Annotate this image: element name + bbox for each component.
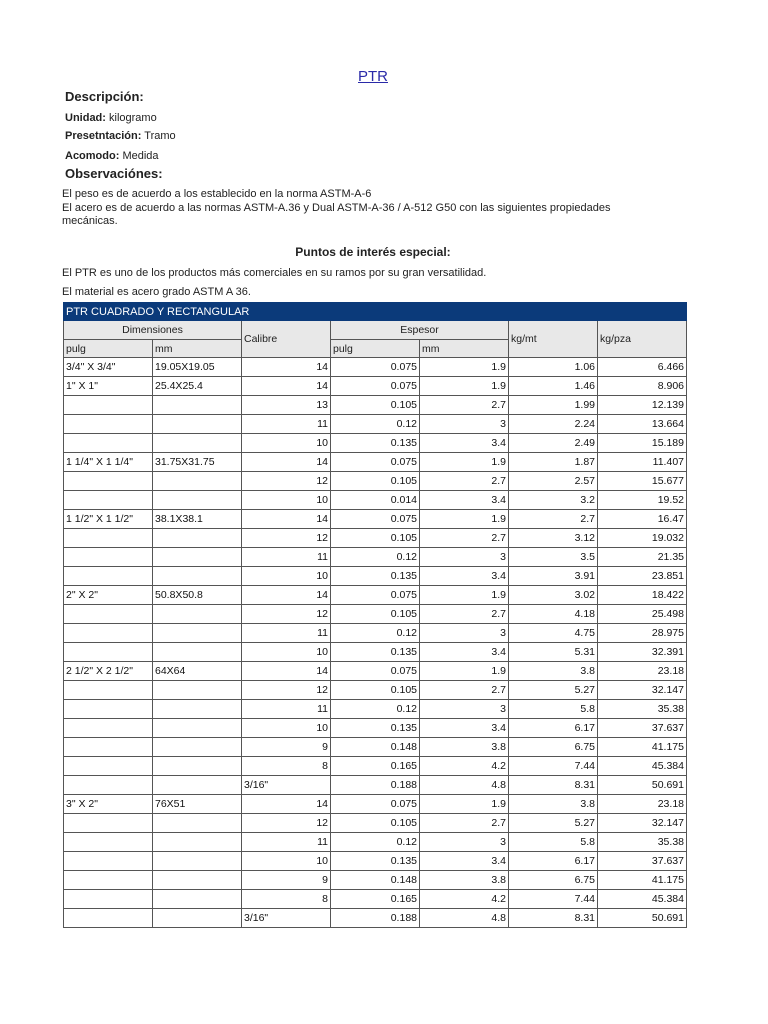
table-row — [64, 681, 687, 700]
cell-pulg — [64, 719, 153, 738]
cell-kgmt: 6.17 — [509, 719, 598, 738]
header-mm: mm — [153, 340, 242, 358]
cell-pulg — [64, 852, 153, 871]
table-row — [64, 871, 687, 890]
cell-kgmt: 6.75 — [509, 871, 598, 890]
cell-mm — [153, 415, 242, 434]
cell-kgpza: 12.139 — [598, 396, 687, 415]
presentacion-line — [65, 130, 176, 142]
cell-mm — [153, 491, 242, 510]
cell-espesor-pulg: 0.105 — [331, 529, 420, 548]
cell-kgmt: 2.49 — [509, 434, 598, 453]
table-row — [64, 396, 687, 415]
cell-mm — [153, 776, 242, 795]
unidad-label: Unidad: — [65, 112, 106, 124]
header-kgmt: kg/mt — [509, 321, 598, 358]
cell-pulg: 2" X 2" — [64, 586, 153, 605]
cell-espesor-mm: 3.4 — [420, 567, 509, 586]
cell-espesor-mm: 1.9 — [420, 662, 509, 681]
cell-espesor-mm: 2.7 — [420, 396, 509, 415]
cell-kgmt: 5.27 — [509, 814, 598, 833]
cell-pulg — [64, 700, 153, 719]
cell-calibre: 3/16" — [242, 776, 331, 795]
header-espesor-pulg: pulg — [331, 340, 420, 358]
obs-line-1: El peso es de acuerdo a los establecido en la norma ASTM-A-6 — [62, 188, 372, 200]
header-calibre: Calibre — [242, 321, 331, 358]
cell-kgmt: 2.24 — [509, 415, 598, 434]
cell-espesor-mm: 1.9 — [420, 358, 509, 377]
cell-espesor-pulg: 0.075 — [331, 586, 420, 605]
cell-kgpza: 41.175 — [598, 738, 687, 757]
cell-kgmt: 4.18 — [509, 605, 598, 624]
cell-kgpza: 6.466 — [598, 358, 687, 377]
header-espesor: Espesor — [331, 321, 509, 340]
cell-espesor-pulg: 0.105 — [331, 472, 420, 491]
cell-espesor-pulg: 0.12 — [331, 700, 420, 719]
table-row — [64, 434, 687, 453]
cell-kgmt: 1.87 — [509, 453, 598, 472]
cell-mm — [153, 529, 242, 548]
cell-pulg — [64, 567, 153, 586]
cell-espesor-pulg: 0.105 — [331, 681, 420, 700]
cell-pulg — [64, 624, 153, 643]
cell-espesor-mm: 3.8 — [420, 871, 509, 890]
cell-kgpza: 32.391 — [598, 643, 687, 662]
cell-espesor-mm: 4.8 — [420, 776, 509, 795]
table-row — [64, 529, 687, 548]
cell-espesor-mm: 3.4 — [420, 643, 509, 662]
cell-espesor-mm: 4.2 — [420, 890, 509, 909]
cell-calibre: 10 — [242, 434, 331, 453]
cell-kgpza: 18.422 — [598, 586, 687, 605]
cell-kgmt: 5.8 — [509, 833, 598, 852]
cell-kgpza: 15.189 — [598, 434, 687, 453]
cell-espesor-pulg: 0.188 — [331, 909, 420, 928]
ptr-table — [63, 302, 687, 928]
cell-kgpza: 19.032 — [598, 529, 687, 548]
cell-kgmt: 3.2 — [509, 491, 598, 510]
table-row — [64, 586, 687, 605]
cell-mm — [153, 396, 242, 415]
cell-pulg: 1" X 1" — [64, 377, 153, 396]
cell-mm — [153, 719, 242, 738]
cell-mm — [153, 833, 242, 852]
table-row — [64, 662, 687, 681]
table-row — [64, 814, 687, 833]
table-row — [64, 757, 687, 776]
table-row — [64, 909, 687, 928]
cell-calibre: 14 — [242, 358, 331, 377]
cell-kgmt: 1.99 — [509, 396, 598, 415]
presentacion-label: Presetntación: — [65, 130, 142, 142]
cell-pulg — [64, 472, 153, 491]
cell-kgpza: 50.691 — [598, 776, 687, 795]
table-band-row — [64, 303, 687, 321]
cell-kgpza: 15.677 — [598, 472, 687, 491]
cell-mm — [153, 757, 242, 776]
cell-espesor-pulg: 0.075 — [331, 377, 420, 396]
cell-pulg — [64, 738, 153, 757]
cell-pulg — [64, 434, 153, 453]
paragraph-2: El material es acero grado ASTM A 36. — [62, 286, 251, 298]
cell-kgmt: 2.7 — [509, 510, 598, 529]
descripcion-heading: Descripción: — [65, 89, 144, 104]
cell-espesor-pulg: 0.105 — [331, 814, 420, 833]
cell-kgpza: 11.407 — [598, 453, 687, 472]
cell-espesor-mm: 3.4 — [420, 491, 509, 510]
cell-espesor-mm: 2.7 — [420, 472, 509, 491]
cell-calibre: 12 — [242, 681, 331, 700]
cell-kgpza: 41.175 — [598, 871, 687, 890]
cell-pulg: 1 1/2" X 1 1/2" — [64, 510, 153, 529]
cell-pulg: 1 1/4" X 1 1/4" — [64, 453, 153, 472]
cell-pulg — [64, 681, 153, 700]
cell-mm: 25.4X25.4 — [153, 377, 242, 396]
cell-espesor-mm: 3.8 — [420, 738, 509, 757]
table-band-title: PTR CUADRADO Y RECTANGULAR — [64, 303, 687, 321]
cell-kgmt: 3.8 — [509, 662, 598, 681]
cell-kgmt: 3.02 — [509, 586, 598, 605]
table-row — [64, 643, 687, 662]
cell-espesor-pulg: 0.135 — [331, 643, 420, 662]
cell-kgmt: 7.44 — [509, 757, 598, 776]
puntos-heading: Puntos de interés especial: — [295, 245, 451, 259]
cell-pulg: 3/4" X 3/4" — [64, 358, 153, 377]
cell-kgmt: 5.27 — [509, 681, 598, 700]
cell-pulg — [64, 909, 153, 928]
table-row — [64, 624, 687, 643]
cell-espesor-mm: 3 — [420, 833, 509, 852]
cell-mm — [153, 738, 242, 757]
cell-mm: 50.8X50.8 — [153, 586, 242, 605]
observaciones-heading: Observaciónes: — [65, 166, 163, 181]
cell-espesor-mm: 3.4 — [420, 852, 509, 871]
cell-espesor-mm: 1.9 — [420, 510, 509, 529]
cell-espesor-pulg: 0.075 — [331, 795, 420, 814]
header-espesor-mm: mm — [420, 340, 509, 358]
cell-kgmt: 7.44 — [509, 890, 598, 909]
cell-kgpza: 23.18 — [598, 662, 687, 681]
cell-pulg — [64, 548, 153, 567]
cell-calibre: 10 — [242, 643, 331, 662]
cell-mm — [153, 852, 242, 871]
cell-kgmt: 6.75 — [509, 738, 598, 757]
table-row — [64, 567, 687, 586]
paragraph-1: El PTR es uno de los productos más comerciales en su ramos por su gran versatilidad. — [62, 267, 487, 279]
cell-mm — [153, 681, 242, 700]
cell-calibre: 11 — [242, 833, 331, 852]
cell-espesor-pulg: 0.165 — [331, 757, 420, 776]
header-pulg: pulg — [64, 340, 153, 358]
cell-espesor-mm: 3 — [420, 624, 509, 643]
cell-pulg — [64, 491, 153, 510]
cell-calibre: 14 — [242, 510, 331, 529]
cell-espesor-pulg: 0.135 — [331, 719, 420, 738]
table-row — [64, 453, 687, 472]
cell-calibre: 8 — [242, 757, 331, 776]
cell-espesor-mm: 1.9 — [420, 586, 509, 605]
header-dimensiones: Dimensiones — [64, 321, 242, 340]
cell-kgpza: 8.906 — [598, 377, 687, 396]
cell-pulg — [64, 529, 153, 548]
cell-kgpza: 25.498 — [598, 605, 687, 624]
table-row — [64, 358, 687, 377]
cell-calibre: 14 — [242, 453, 331, 472]
cell-calibre: 10 — [242, 567, 331, 586]
cell-espesor-pulg: 0.135 — [331, 567, 420, 586]
table-row — [64, 890, 687, 909]
cell-kgmt: 3.91 — [509, 567, 598, 586]
page-title[interactable]: PTR — [358, 68, 388, 85]
cell-espesor-pulg: 0.12 — [331, 415, 420, 434]
cell-mm: 31.75X31.75 — [153, 453, 242, 472]
acomodo-line — [65, 150, 159, 162]
cell-kgpza: 35.38 — [598, 833, 687, 852]
cell-espesor-mm: 3 — [420, 700, 509, 719]
cell-kgmt: 1.06 — [509, 358, 598, 377]
unidad-line — [65, 112, 157, 124]
cell-espesor-pulg: 0.12 — [331, 548, 420, 567]
cell-calibre: 10 — [242, 852, 331, 871]
cell-calibre: 10 — [242, 491, 331, 510]
cell-espesor-pulg: 0.188 — [331, 776, 420, 795]
cell-kgpza: 45.384 — [598, 890, 687, 909]
cell-calibre: 14 — [242, 377, 331, 396]
cell-calibre: 12 — [242, 605, 331, 624]
cell-espesor-pulg: 0.135 — [331, 434, 420, 453]
cell-espesor-mm: 3 — [420, 415, 509, 434]
cell-espesor-pulg: 0.148 — [331, 738, 420, 757]
cell-kgpza: 32.147 — [598, 814, 687, 833]
cell-pulg — [64, 833, 153, 852]
cell-espesor-pulg: 0.12 — [331, 624, 420, 643]
obs-line-2: El acero es de acuerdo a las normas ASTM-A.36 y Dual ASTM-A-36 / A-512 G50 con las siguientes propiedades mecánicas. — [62, 201, 611, 227]
table-row — [64, 719, 687, 738]
cell-kgmt: 6.17 — [509, 852, 598, 871]
cell-espesor-pulg: 0.075 — [331, 453, 420, 472]
cell-kgpza: 37.637 — [598, 852, 687, 871]
cell-kgmt: 5.8 — [509, 700, 598, 719]
cell-kgpza: 21.35 — [598, 548, 687, 567]
cell-espesor-mm: 3 — [420, 548, 509, 567]
cell-kgpza: 50.691 — [598, 909, 687, 928]
cell-mm — [153, 871, 242, 890]
cell-kgpza: 23.851 — [598, 567, 687, 586]
acomodo-value: Medida — [122, 150, 159, 162]
cell-espesor-pulg: 0.105 — [331, 396, 420, 415]
cell-pulg — [64, 814, 153, 833]
cell-mm — [153, 890, 242, 909]
unidad-value: kilogramo — [109, 112, 157, 124]
cell-kgmt: 2.57 — [509, 472, 598, 491]
cell-espesor-pulg: 0.12 — [331, 833, 420, 852]
table-row — [64, 833, 687, 852]
cell-espesor-mm: 2.7 — [420, 605, 509, 624]
cell-pulg — [64, 605, 153, 624]
cell-espesor-mm: 4.2 — [420, 757, 509, 776]
cell-kgpza: 28.975 — [598, 624, 687, 643]
table-row — [64, 377, 687, 396]
cell-espesor-pulg: 0.075 — [331, 358, 420, 377]
cell-mm — [153, 909, 242, 928]
cell-espesor-mm: 1.9 — [420, 377, 509, 396]
cell-mm — [153, 624, 242, 643]
cell-kgmt: 4.75 — [509, 624, 598, 643]
observaciones-text — [62, 188, 662, 229]
cell-kgpza: 13.664 — [598, 415, 687, 434]
cell-mm: 64X64 — [153, 662, 242, 681]
cell-calibre: 3/16" — [242, 909, 331, 928]
cell-espesor-mm: 2.7 — [420, 681, 509, 700]
cell-kgpza: 19.52 — [598, 491, 687, 510]
cell-espesor-mm: 4.8 — [420, 909, 509, 928]
cell-mm — [153, 643, 242, 662]
acomodo-label: Acomodo: — [65, 150, 120, 162]
cell-pulg — [64, 396, 153, 415]
cell-espesor-mm: 1.9 — [420, 453, 509, 472]
cell-kgpza: 37.637 — [598, 719, 687, 738]
cell-calibre: 12 — [242, 472, 331, 491]
cell-calibre: 14 — [242, 586, 331, 605]
cell-pulg: 3" X 2" — [64, 795, 153, 814]
table-header-row — [64, 321, 687, 340]
table-row — [64, 510, 687, 529]
cell-espesor-mm: 3.4 — [420, 434, 509, 453]
cell-espesor-pulg: 0.075 — [331, 662, 420, 681]
cell-calibre: 10 — [242, 719, 331, 738]
table-row — [64, 738, 687, 757]
cell-calibre: 8 — [242, 890, 331, 909]
cell-espesor-pulg: 0.148 — [331, 871, 420, 890]
cell-calibre: 11 — [242, 548, 331, 567]
cell-calibre: 13 — [242, 396, 331, 415]
cell-pulg — [64, 890, 153, 909]
table-row — [64, 548, 687, 567]
cell-kgmt: 8.31 — [509, 909, 598, 928]
cell-espesor-mm: 2.7 — [420, 529, 509, 548]
cell-espesor-mm: 2.7 — [420, 814, 509, 833]
cell-kgpza: 16.47 — [598, 510, 687, 529]
cell-kgpza: 35.38 — [598, 700, 687, 719]
cell-espesor-pulg: 0.075 — [331, 510, 420, 529]
cell-mm: 76X51 — [153, 795, 242, 814]
cell-kgmt: 8.31 — [509, 776, 598, 795]
table-row — [64, 700, 687, 719]
cell-mm: 38.1X38.1 — [153, 510, 242, 529]
presentacion-value: Tramo — [144, 130, 176, 142]
cell-calibre: 14 — [242, 795, 331, 814]
cell-calibre: 12 — [242, 814, 331, 833]
cell-kgmt: 3.8 — [509, 795, 598, 814]
cell-mm — [153, 548, 242, 567]
cell-pulg: 2 1/2" X 2 1/2" — [64, 662, 153, 681]
cell-espesor-pulg: 0.165 — [331, 890, 420, 909]
table-row — [64, 776, 687, 795]
cell-kgpza: 32.147 — [598, 681, 687, 700]
cell-calibre: 11 — [242, 624, 331, 643]
cell-calibre: 12 — [242, 529, 331, 548]
cell-calibre: 14 — [242, 662, 331, 681]
cell-kgmt: 3.12 — [509, 529, 598, 548]
cell-pulg — [64, 776, 153, 795]
cell-mm — [153, 605, 242, 624]
cell-mm — [153, 434, 242, 453]
cell-pulg — [64, 415, 153, 434]
cell-espesor-mm: 3.4 — [420, 719, 509, 738]
cell-mm — [153, 700, 242, 719]
cell-kgmt: 1.46 — [509, 377, 598, 396]
cell-pulg — [64, 643, 153, 662]
table-row — [64, 491, 687, 510]
cell-calibre: 9 — [242, 738, 331, 757]
cell-calibre: 11 — [242, 415, 331, 434]
cell-espesor-pulg: 0.105 — [331, 605, 420, 624]
cell-mm — [153, 567, 242, 586]
cell-espesor-pulg: 0.014 — [331, 491, 420, 510]
table-row — [64, 472, 687, 491]
cell-kgpza: 23.18 — [598, 795, 687, 814]
cell-kgpza: 45.384 — [598, 757, 687, 776]
table-row — [64, 795, 687, 814]
table-row — [64, 415, 687, 434]
cell-kgmt: 3.5 — [509, 548, 598, 567]
cell-calibre: 9 — [242, 871, 331, 890]
cell-kgmt: 5.31 — [509, 643, 598, 662]
cell-mm — [153, 814, 242, 833]
cell-espesor-mm: 1.9 — [420, 795, 509, 814]
table-row — [64, 605, 687, 624]
cell-calibre: 11 — [242, 700, 331, 719]
cell-mm: 19.05X19.05 — [153, 358, 242, 377]
cell-pulg — [64, 757, 153, 776]
cell-pulg — [64, 871, 153, 890]
header-kgpza: kg/pza — [598, 321, 687, 358]
cell-mm — [153, 472, 242, 491]
table-row — [64, 852, 687, 871]
cell-espesor-pulg: 0.135 — [331, 852, 420, 871]
